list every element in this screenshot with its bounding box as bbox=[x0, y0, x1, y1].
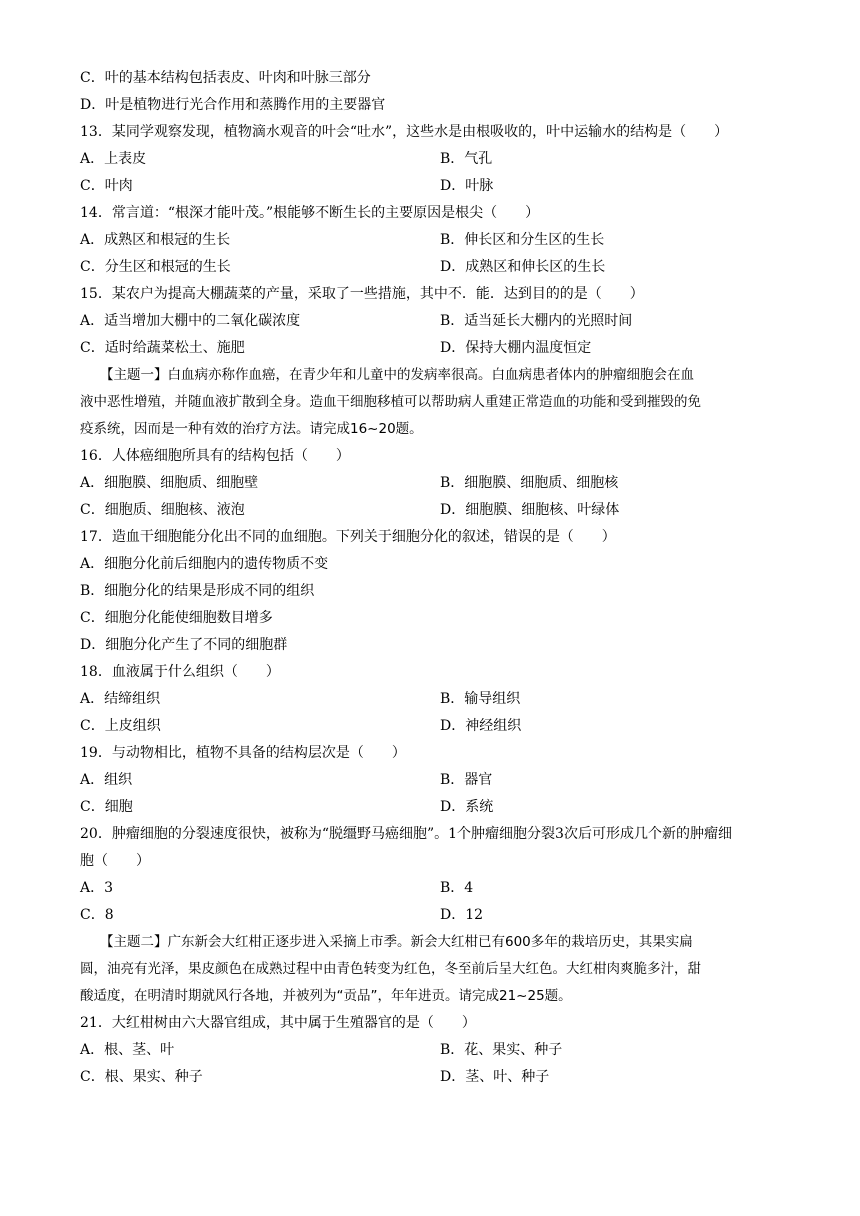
q16-option-a: A．细胞膜、细胞质、细胞壁 bbox=[80, 475, 259, 491]
q18-option-b: B．输导组织 bbox=[440, 691, 521, 707]
q17-option-b: B．细胞分化的结果是形成不同的组织 bbox=[80, 583, 315, 599]
q20-option-a: A．3 bbox=[80, 880, 114, 896]
q15-option-b: B．适当延长大棚内的光照时间 bbox=[440, 313, 633, 329]
q12-option-c: C．叶的基本结构包括表皮、叶肉和叶脉三部分 bbox=[80, 70, 371, 86]
question-18: 18．血液属于什么组织（ ） bbox=[80, 664, 280, 680]
q21-option-c: C．根、果实、种子 bbox=[80, 1069, 203, 1085]
q18-option-c: C．上皮组织 bbox=[80, 718, 161, 734]
q14-option-c: C．分生区和根冠的生长 bbox=[80, 259, 231, 275]
q19-option-d: D．系统 bbox=[440, 799, 494, 815]
q20-option-b: B．4 bbox=[440, 880, 474, 896]
q15-option-c: C．适时给蔬菜松土、施肥 bbox=[80, 340, 245, 356]
question-19: 19．与动物相比，植物不具备的结构层次是（ ） bbox=[80, 745, 406, 761]
topic-1-line-3: 疫系统，因而是一种有效的治疗方法。请完成16~20题。 bbox=[80, 421, 423, 437]
topic-1-line-1: 【主题一】白血病亦称作血癌，在青少年和儿童中的发病率很高。白血病患者体内的肿瘤细胞会在血 bbox=[100, 367, 694, 383]
q21-option-a: A．根、茎、叶 bbox=[80, 1042, 175, 1058]
topic-1-line-2: 液中恶性增殖，并随血液扩散到全身。造血干细胞移植可以帮助病人重建正常造血的功能和受到摧毁的免 bbox=[80, 394, 701, 410]
q12-option-d: D．叶是植物进行光合作用和蒸腾作用的主要器官 bbox=[80, 97, 386, 113]
q14-option-b: B．伸长区和分生区的生长 bbox=[440, 232, 605, 248]
q19-option-c: C．细胞 bbox=[80, 799, 133, 815]
q13-option-d: D．叶脉 bbox=[440, 178, 494, 194]
q16-option-d: D．细胞膜、细胞核、叶绿体 bbox=[440, 502, 620, 518]
q13-option-c: C．叶肉 bbox=[80, 178, 133, 194]
q17-option-d: D．细胞分化产生了不同的细胞群 bbox=[80, 637, 288, 653]
q21-option-d: D．茎、叶、种子 bbox=[440, 1069, 550, 1085]
question-13: 13．某同学观察发现，植物滴水观音的叶会“吐水”，这些水是由根吸收的，叶中运输水的结构是（ ） bbox=[80, 124, 729, 140]
q17-option-a: A．细胞分化前后细胞内的遗传物质不变 bbox=[80, 556, 329, 572]
q14-option-d: D．成熟区和伸长区的生长 bbox=[440, 259, 606, 275]
question-20-line-2: 胞（ ） bbox=[80, 853, 150, 869]
question-17: 17．造血干细胞能分化出不同的血细胞。下列关于细胞分化的叙述，错误的是（ ） bbox=[80, 529, 616, 545]
q20-option-d: D．12 bbox=[440, 907, 484, 923]
question-14: 14．常言道：“根深才能叶茂。”根能够不断生长的主要原因是根尖（ ） bbox=[80, 205, 540, 221]
q13-option-a: A．上表皮 bbox=[80, 151, 147, 167]
q18-option-a: A．结缔组织 bbox=[80, 691, 161, 707]
q17-option-c: C．细胞分化能使细胞数目增多 bbox=[80, 610, 273, 626]
q13-option-b: B．气孔 bbox=[440, 151, 493, 167]
question-21: 21．大红柑树由六大器官组成，其中属于生殖器官的是（ ） bbox=[80, 1015, 476, 1031]
q15-option-d: D．保持大棚内温度恒定 bbox=[440, 340, 592, 356]
topic-2-line-3: 酸适度，在明清时期就风行各地，并被列为“贡品”，年年进贡。请完成21~25题。 bbox=[80, 988, 572, 1004]
q16-option-c: C．细胞质、细胞核、液泡 bbox=[80, 502, 245, 518]
q18-option-d: D．神经组织 bbox=[440, 718, 522, 734]
question-16: 16．人体癌细胞所具有的结构包括（ ） bbox=[80, 448, 350, 464]
q14-option-a: A．成熟区和根冠的生长 bbox=[80, 232, 231, 248]
topic-2-line-2: 圆，油亮有光泽，果皮颜色在成熟过程中由青色转变为红色，冬至前后呈大红色。大红柑肉爽脆多汁，甜 bbox=[80, 961, 701, 977]
topic-2-line-1: 【主题二】广东新会大红柑正逐步进入采摘上市季。新会大红柑已有600多年的栽培历史，其果实扁 bbox=[100, 934, 693, 950]
q21-option-b: B．花、果实、种子 bbox=[440, 1042, 563, 1058]
question-15: 15．某农户为提高大棚蔬菜的产量，采取了一些措施，其中不．能．达到目的的是（ ） bbox=[80, 286, 644, 302]
q20-option-c: C．8 bbox=[80, 907, 114, 923]
q19-option-b: B．器官 bbox=[440, 772, 493, 788]
q16-option-b: B．细胞膜、细胞质、细胞核 bbox=[440, 475, 619, 491]
q19-option-a: A．组织 bbox=[80, 772, 133, 788]
question-20-line-1: 20．肿瘤细胞的分裂速度很快，被称为“脱缰野马癌细胞”。1个肿瘤细胞分裂3次后可形成几个新的肿瘤细 bbox=[80, 826, 732, 842]
q15-option-a: A．适当增加大棚中的二氧化碳浓度 bbox=[80, 313, 301, 329]
